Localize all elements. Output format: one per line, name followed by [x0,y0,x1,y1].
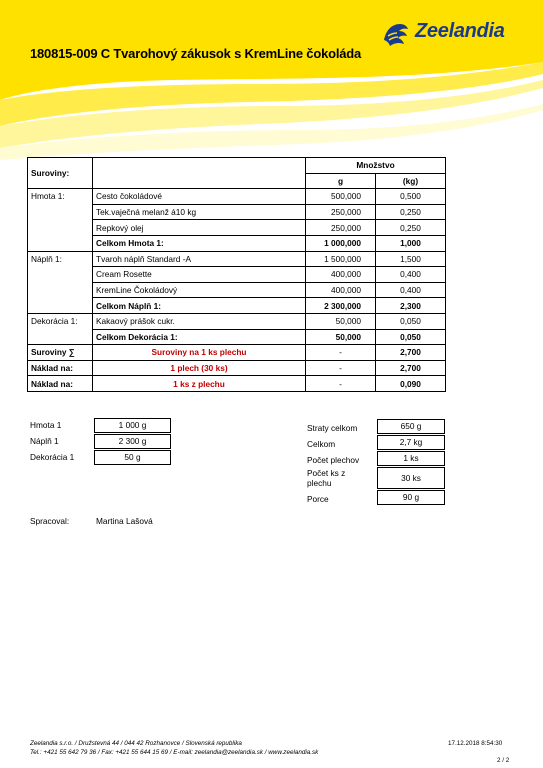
header-unit-g: g [306,173,376,189]
prepared-label: Spracoval: [30,516,70,526]
header-spacer [93,158,306,189]
cost-g: - [306,360,376,376]
summary-value: 90 g [377,490,445,505]
summary-value: 1 000 g [94,418,171,433]
ingredient-name: Repkový olej [93,220,306,236]
subtotal-kg: 0,050 [376,329,446,345]
recipe-table [27,157,446,392]
summary-label-line2: plechu [307,478,332,488]
ingredient-name: Kakaový prášok cukr. [93,313,306,329]
summary-value: 30 ks [377,467,445,489]
page-number: 2 / 2 [497,757,510,764]
ingredient-name: Tek.vaječná melanž á10 kg [93,204,306,220]
quantity-g: 1 500,000 [306,251,376,267]
subtotal-kg: 2,300 [376,298,446,314]
subtotal-label: Celkom Náplň 1: [93,298,306,314]
summary-label: Straty celkom [307,423,358,433]
ingredient-name: Cesto čokoládové [93,189,306,205]
quantity-g: 50,000 [306,313,376,329]
header-quantity: Množstvo [306,158,446,174]
cost-description: 1 ks z plechu [93,376,306,392]
cost-label: Náklad na: [28,376,93,392]
quantity-kg: 0,250 [376,220,446,236]
summary-label-line1: Počet ks z [307,468,346,478]
summary-value: 50 g [94,450,171,465]
summary-label: Hmota 1 [30,420,62,430]
ingredient-name: Cream Rosette [93,267,306,283]
summary-label: Dekorácia 1 [30,452,75,462]
footer-address: Zeelandia s.r.o. / Družstevná 44 / 044 42 Rozhanovce / Slovenská republika [30,740,242,747]
cost-kg: 2,700 [376,360,446,376]
footer-timestamp: 17.12.2018 8:54:30 [448,740,503,747]
summary-value: 2 300 g [94,434,171,449]
quantity-g: 400,000 [306,282,376,298]
cost-kg: 0,090 [376,376,446,392]
table-row [28,189,446,205]
subtotal-g: 50,000 [306,329,376,345]
quantity-g: 250,000 [306,220,376,236]
summary-value: 650 g [377,419,445,434]
subtotal-g: 2 300,000 [306,298,376,314]
quantity-kg: 1,500 [376,251,446,267]
header-unit-kg: (kg) [376,173,446,189]
quantity-kg: 0,250 [376,204,446,220]
brand-logo [380,18,520,50]
table-row [28,313,446,329]
summary-label: Počet plechov [307,455,360,465]
summary-value: 2,7 kg [377,435,445,450]
summary-label: Celkom [307,439,336,449]
summary-value: 1 ks [377,451,445,466]
quantity-g: 500,000 [306,189,376,205]
total-description: Suroviny na 1 ks plechu [93,345,306,361]
subtotal-g: 1 000,000 [306,235,376,251]
footer-contact: Tel.: +421 55 642 79 36 / Fax: +421 55 644 15 69 / E-mail: zeelandia@zeelandia.sk / www.zeelandia.sk [30,748,319,756]
total-label: Suroviny ∑ [28,345,93,361]
summary-label [307,468,345,488]
total-row [28,345,446,361]
subtotal-label: Celkom Hmota 1: [93,235,306,251]
total-g: - [306,345,376,361]
ingredient-name: Tvaroh náplň Standard -A [93,251,306,267]
summary-label: Náplň 1 [30,436,59,446]
prepared-by [30,516,153,526]
ingredient-name: KremLine Čokoládový [93,282,306,298]
page-title: 180815-009 C Tvarohový zákusok s KremLine čokoláda [30,46,362,61]
quantity-kg: 0,500 [376,189,446,205]
cost-label: Náklad na: [28,360,93,376]
lion-icon [380,18,412,50]
brand-name: Zeelandia [415,20,505,42]
group-label: Hmota 1: [28,189,93,251]
group-label: Dekorácia 1: [28,313,93,344]
summary-label: Porce [307,494,329,504]
cost-row [28,360,446,376]
group-label: Náplň 1: [28,251,93,313]
cost-g: - [306,376,376,392]
prepared-name: Martina Lašová [96,516,153,526]
header-raw-materials: Suroviny: [28,158,93,189]
quantity-g: 250,000 [306,204,376,220]
quantity-g: 400,000 [306,267,376,283]
quantity-kg: 0,400 [376,282,446,298]
table-row [28,251,446,267]
quantity-kg: 0,400 [376,267,446,283]
footer-company-info [30,740,318,757]
cost-row [28,376,446,392]
subtotal-label: Celkom Dekorácia 1: [93,329,306,345]
subtotal-kg: 1,000 [376,235,446,251]
cost-description: 1 plech (30 ks) [93,360,306,376]
total-kg: 2,700 [376,345,446,361]
quantity-kg: 0,050 [376,313,446,329]
table-header-row [28,158,446,174]
